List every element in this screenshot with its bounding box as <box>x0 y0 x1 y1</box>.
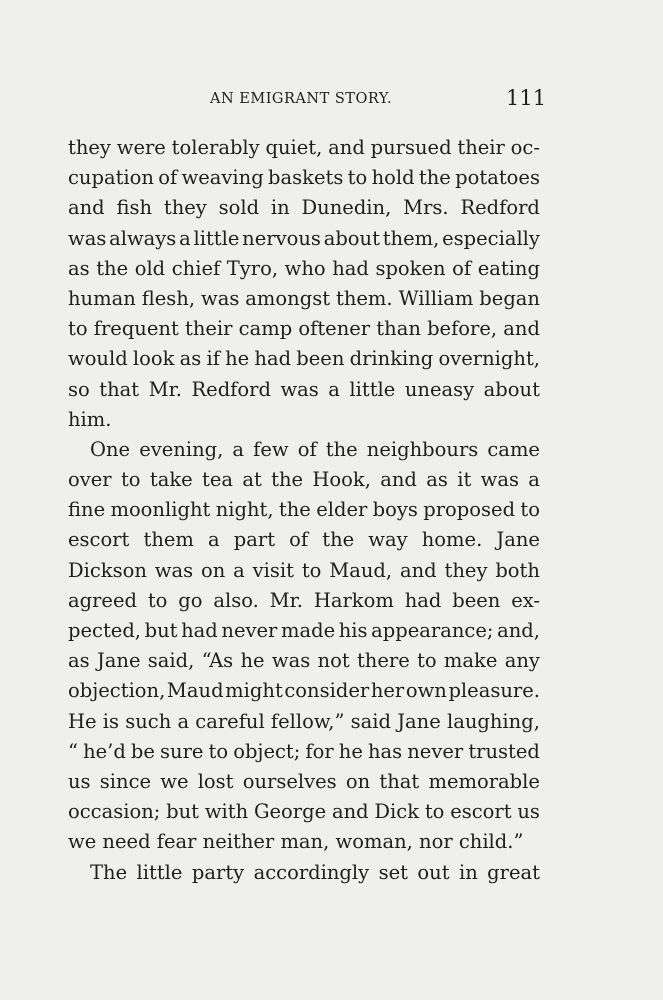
text-line: He is such a careful fellow,” said Jane laughing, <box>68 709 540 733</box>
text-line: so that Mr. Redford was a little uneasy about <box>68 377 540 401</box>
text-line: cupation of weaving baskets to hold the potatoes <box>68 166 540 190</box>
text-line: was always a little nervous about them, especially <box>68 226 540 250</box>
text-line: Dickson was on a visit to Maud, and they both <box>68 558 540 582</box>
text-line: would look as if he had been drinking overnight, <box>68 347 540 371</box>
text-line: One evening, a few of the neighbours came <box>90 437 540 461</box>
text-line: us since we lost ourselves on that memorable <box>68 769 540 793</box>
text-line: escort them a part of the way home. Jane <box>68 528 540 552</box>
page-number: 111 <box>506 86 547 110</box>
text-line: human flesh, was amongst them. William began <box>68 286 540 310</box>
text-line: objection, Maud might consider her own pleasure. <box>68 679 540 703</box>
text-line: pected, but had never made his appearance; and, <box>68 619 540 642</box>
text-line: “ he’d be sure to object; for he has never trusted <box>68 739 540 763</box>
text-line: over to take tea at the Hook, and as it was a <box>68 468 540 492</box>
text-line: agreed to go also. Mr. Harkom had been ex- <box>68 588 540 612</box>
text-line: him. <box>68 407 112 431</box>
text-line: to frequent their camp oftener than before, and <box>68 317 540 341</box>
text-line: as Jane said, “As he was not there to make any <box>68 649 540 673</box>
text-line: we need fear neither man, woman, nor child.” <box>68 830 524 854</box>
text-line: they were tolerably quiet, and pursued their oc- <box>68 136 540 159</box>
text-line: occasion; but with George and Dick to escort us <box>68 800 540 824</box>
running-title: AN EMIGRANT STORY. <box>210 91 393 107</box>
text-line: The little party accordingly set out in great <box>90 860 540 884</box>
text-line: and fish they sold in Dunedin, Mrs. Redford <box>68 196 540 220</box>
body-text <box>68 133 540 888</box>
text-line: as the old chief Tyro, who had spoken of eating <box>68 256 540 280</box>
text-line: fine moonlight night, the elder boys proposed to <box>68 498 540 522</box>
